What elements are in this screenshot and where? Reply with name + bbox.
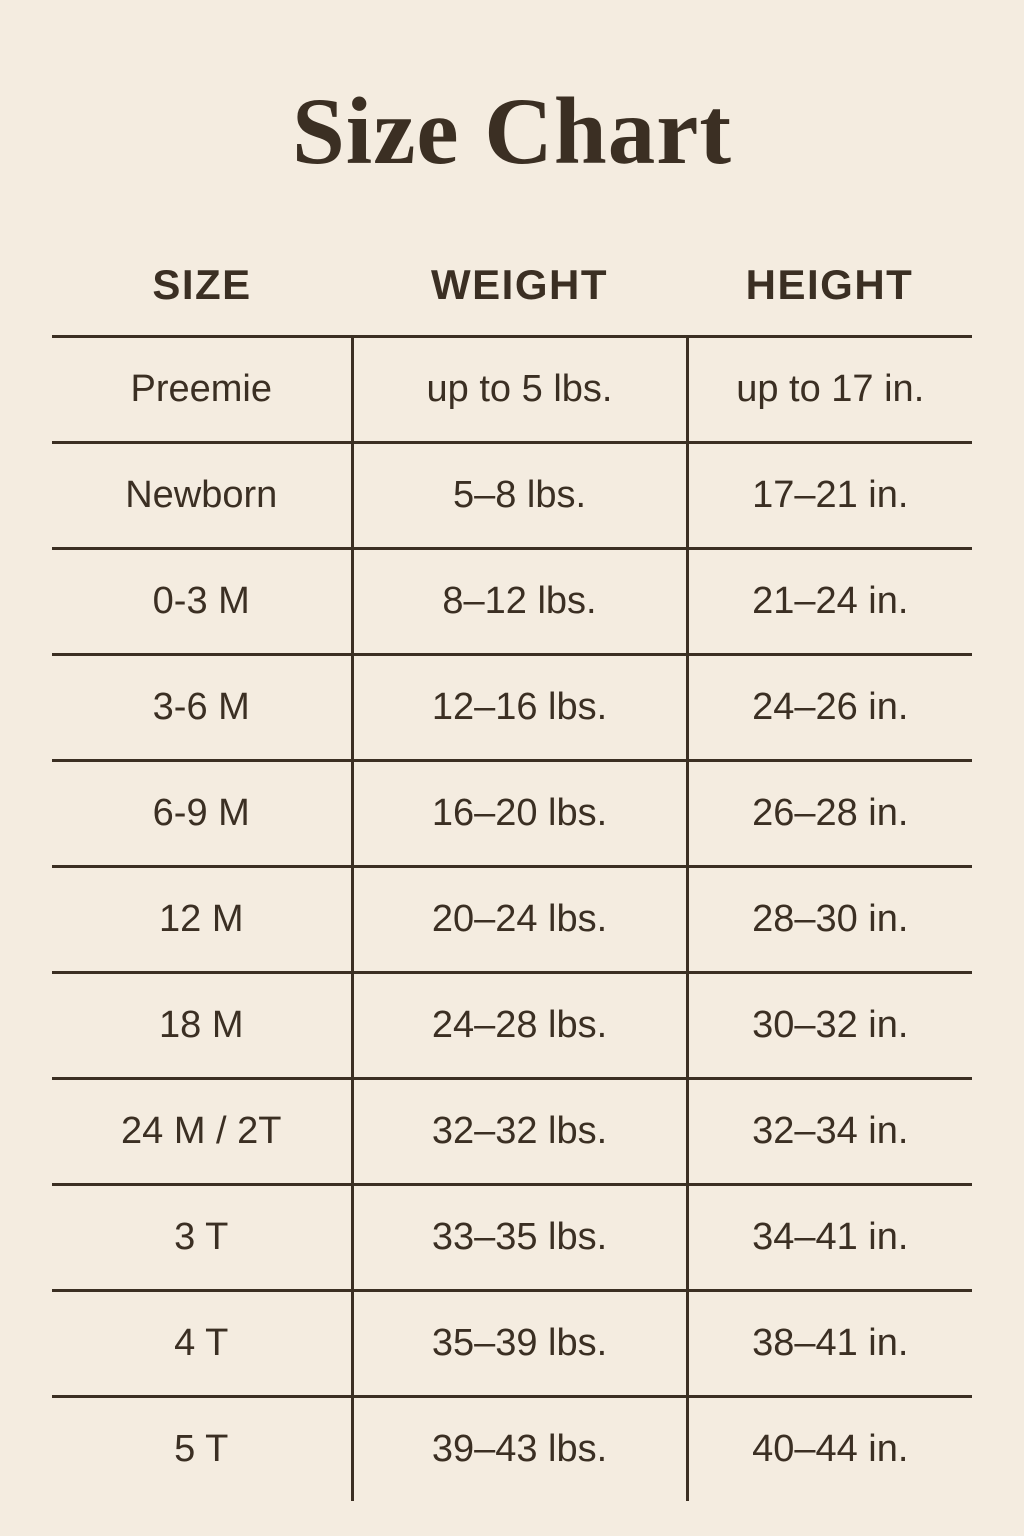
cell-weight: 5–8 lbs.	[352, 442, 687, 548]
cell-weight: 32–32 lbs.	[352, 1078, 687, 1184]
cell-weight: 8–12 lbs.	[352, 548, 687, 654]
cell-size: 5 T	[52, 1396, 352, 1501]
cell-size: 24 M / 2T	[52, 1078, 352, 1184]
cell-height: 38–41 in.	[687, 1290, 972, 1396]
table-row	[52, 654, 972, 760]
table-row	[52, 442, 972, 548]
page-title: Size Chart	[291, 78, 733, 184]
cell-height: 32–34 in.	[687, 1078, 972, 1184]
table-row	[52, 1184, 972, 1290]
table-row	[52, 1396, 972, 1501]
cell-weight: 12–16 lbs.	[352, 654, 687, 760]
cell-size: Newborn	[52, 442, 352, 548]
cell-height: up to 17 in.	[687, 336, 972, 442]
table-row	[52, 972, 972, 1078]
table-row	[52, 548, 972, 654]
cell-weight: 24–28 lbs.	[352, 972, 687, 1078]
table-row	[52, 760, 972, 866]
cell-height: 26–28 in.	[687, 760, 972, 866]
cell-height: 30–32 in.	[687, 972, 972, 1078]
table-body	[52, 336, 972, 1501]
size-chart-table	[52, 260, 972, 1501]
cell-weight: 20–24 lbs.	[352, 866, 687, 972]
cell-height: 28–30 in.	[687, 866, 972, 972]
column-header-weight: WEIGHT	[352, 260, 687, 337]
column-header-size: SIZE	[52, 260, 352, 337]
cell-height: 40–44 in.	[752, 1427, 909, 1470]
cell-size: Preemie	[52, 336, 352, 442]
cell-size: 18 M	[52, 972, 352, 1078]
table-row	[52, 1290, 972, 1396]
cell-weight: 39–43 lbs.	[352, 1396, 687, 1501]
cell-size: 4 T	[52, 1290, 352, 1396]
cell-height: 34–41 in.	[687, 1184, 972, 1290]
cell-size: 12 M	[52, 866, 352, 972]
cell-size: 3-6 M	[52, 654, 352, 760]
table-row	[52, 1078, 972, 1184]
cell-weight: 16–20 lbs.	[352, 760, 687, 866]
cell-height: 21–24 in.	[687, 548, 972, 654]
cell-weight: 35–39 lbs.	[352, 1290, 687, 1396]
cell-weight: 33–35 lbs.	[352, 1184, 687, 1290]
cell-weight: up to 5 lbs.	[352, 336, 687, 442]
cell-size: 3 T	[52, 1184, 352, 1290]
cell-height: 17–21 in.	[687, 442, 972, 548]
table-row	[52, 866, 972, 972]
cell-size: 6-9 M	[52, 760, 352, 866]
cell-size: 0-3 M	[52, 548, 352, 654]
header-row	[52, 260, 972, 337]
column-header-height: HEIGHT	[687, 260, 972, 337]
table-header	[52, 260, 972, 337]
table-row	[52, 336, 972, 442]
cell-height: 24–26 in.	[687, 654, 972, 760]
